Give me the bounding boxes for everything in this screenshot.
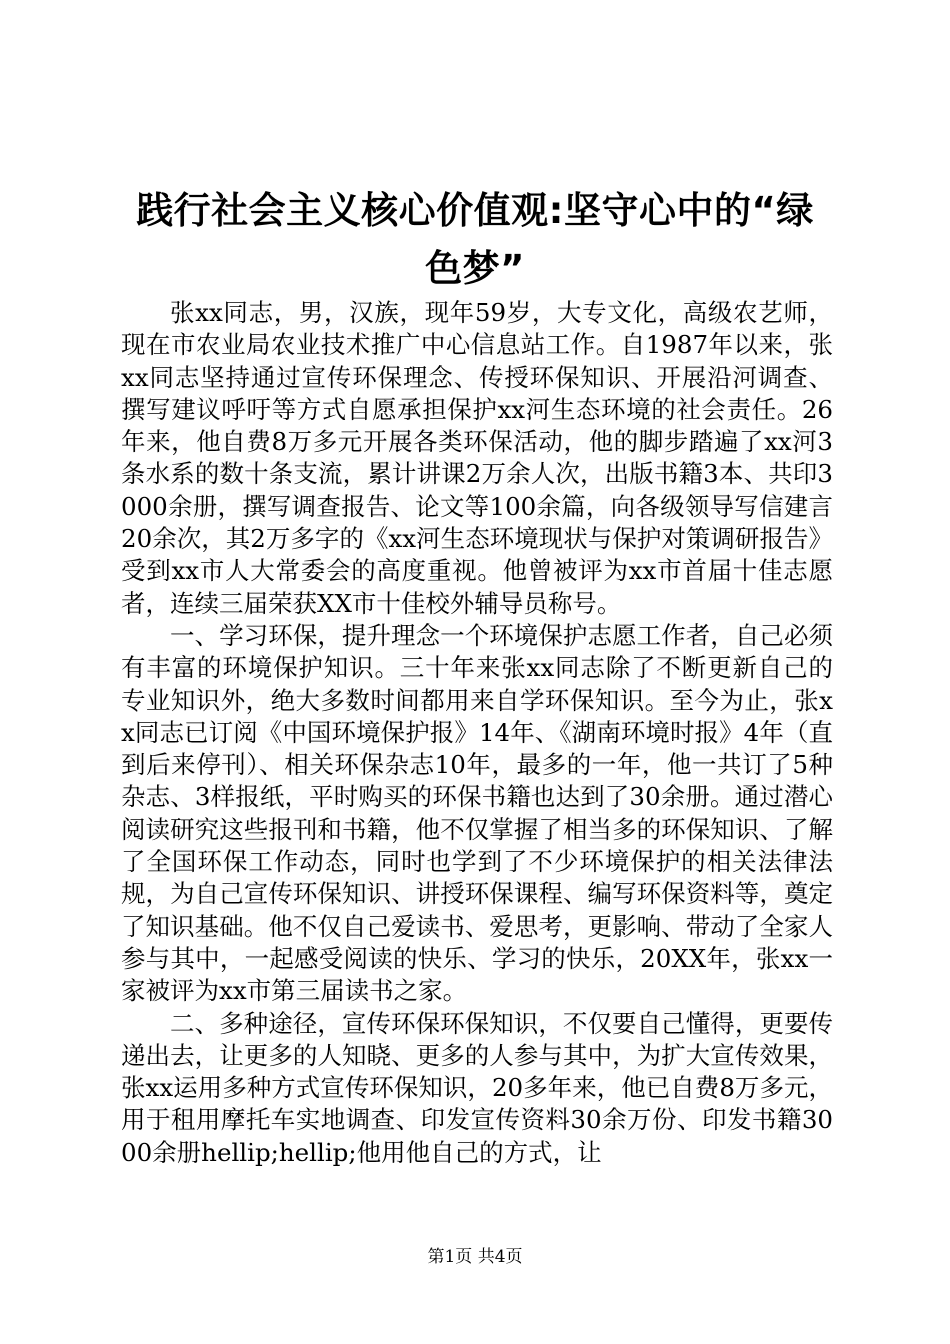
paragraph-intro: 张xx同志，男，汉族，现年59岁，大专文化，高级农艺师，现在市农业局农业技术推广中心信息站工作。自1987年以来，张xx同志坚持通过宣传环保理念、传授环保知识、开展沿河调查、撰写建议呼吁等方式自愿承担保护xx河生态环境的社会责任。26年来，他自费8万多元开展各类环保活动，他的脚步踏遍了xx河3条水系的数十条支流，累计讲课2万余人次，出版书籍3本、共印3000余册，撰写调查报告、论文等100余篇，向各级领导写信建言20余次，其2万多字的《xx河生态环境现状与保护对策调研报告》受到xx市人大常委会的高度重视。他曾被评为xx市首届十佳志愿者，连续三届荣获XX市十佳校外辅导员称号。 — [121, 298, 833, 618]
document-title: 践行社会主义核心价值观:坚守心中的“绿色梦” — [136, 189, 814, 290]
paragraph-section-two: 二、多种途径，宣传环保环保知识，不仅要自己懂得，更要传递出去，让更多的人知晓、更多的人参与其中，为扩大宣传效果，张xx运用多种方式宣传环保知识，20多年来，他已自费8万多元，用于租用摩托车实地调查、印发宣传资料30余万份、印发书籍3000余册hellip;hellip;他用他自己的方式，让 — [121, 1008, 833, 1167]
paragraph-section-one: 一、学习环保，提升理念一个环境保护志愿工作者，自己必须有丰富的环境保护知识。三十年来张xx同志除了不断更新自己的专业知识外，绝大多数时间都用来自学环保知识。至今为止，张xx同志已订阅《中国环境保护报》14年、《湖南环境时报》4年（直到后来停刊）、相关环保杂志10年，最多的一年，他一共订了5种杂志、3样报纸，平时购买的环保书籍也达到了30余册。通过潜心阅读研究这些报刊和书籍，他不仅掌握了相当多的环保知识、了解了全国环保工作动态，同时也学到了不少环境保护的相关法律法规，为自己宣传环保知识、讲授环保课程、编写环保资料等，奠定了知识基础。他不仅自己爱读书、爱思考，更影响、带动了全家人参与其中，一起感受阅读的快乐、学习的快乐，20XX年，张xx一家被评为xx市第三届读书之家。 — [121, 620, 833, 1006]
page-footer: 第1页 共4页 — [427, 1247, 523, 1267]
document-body — [121, 297, 833, 1169]
